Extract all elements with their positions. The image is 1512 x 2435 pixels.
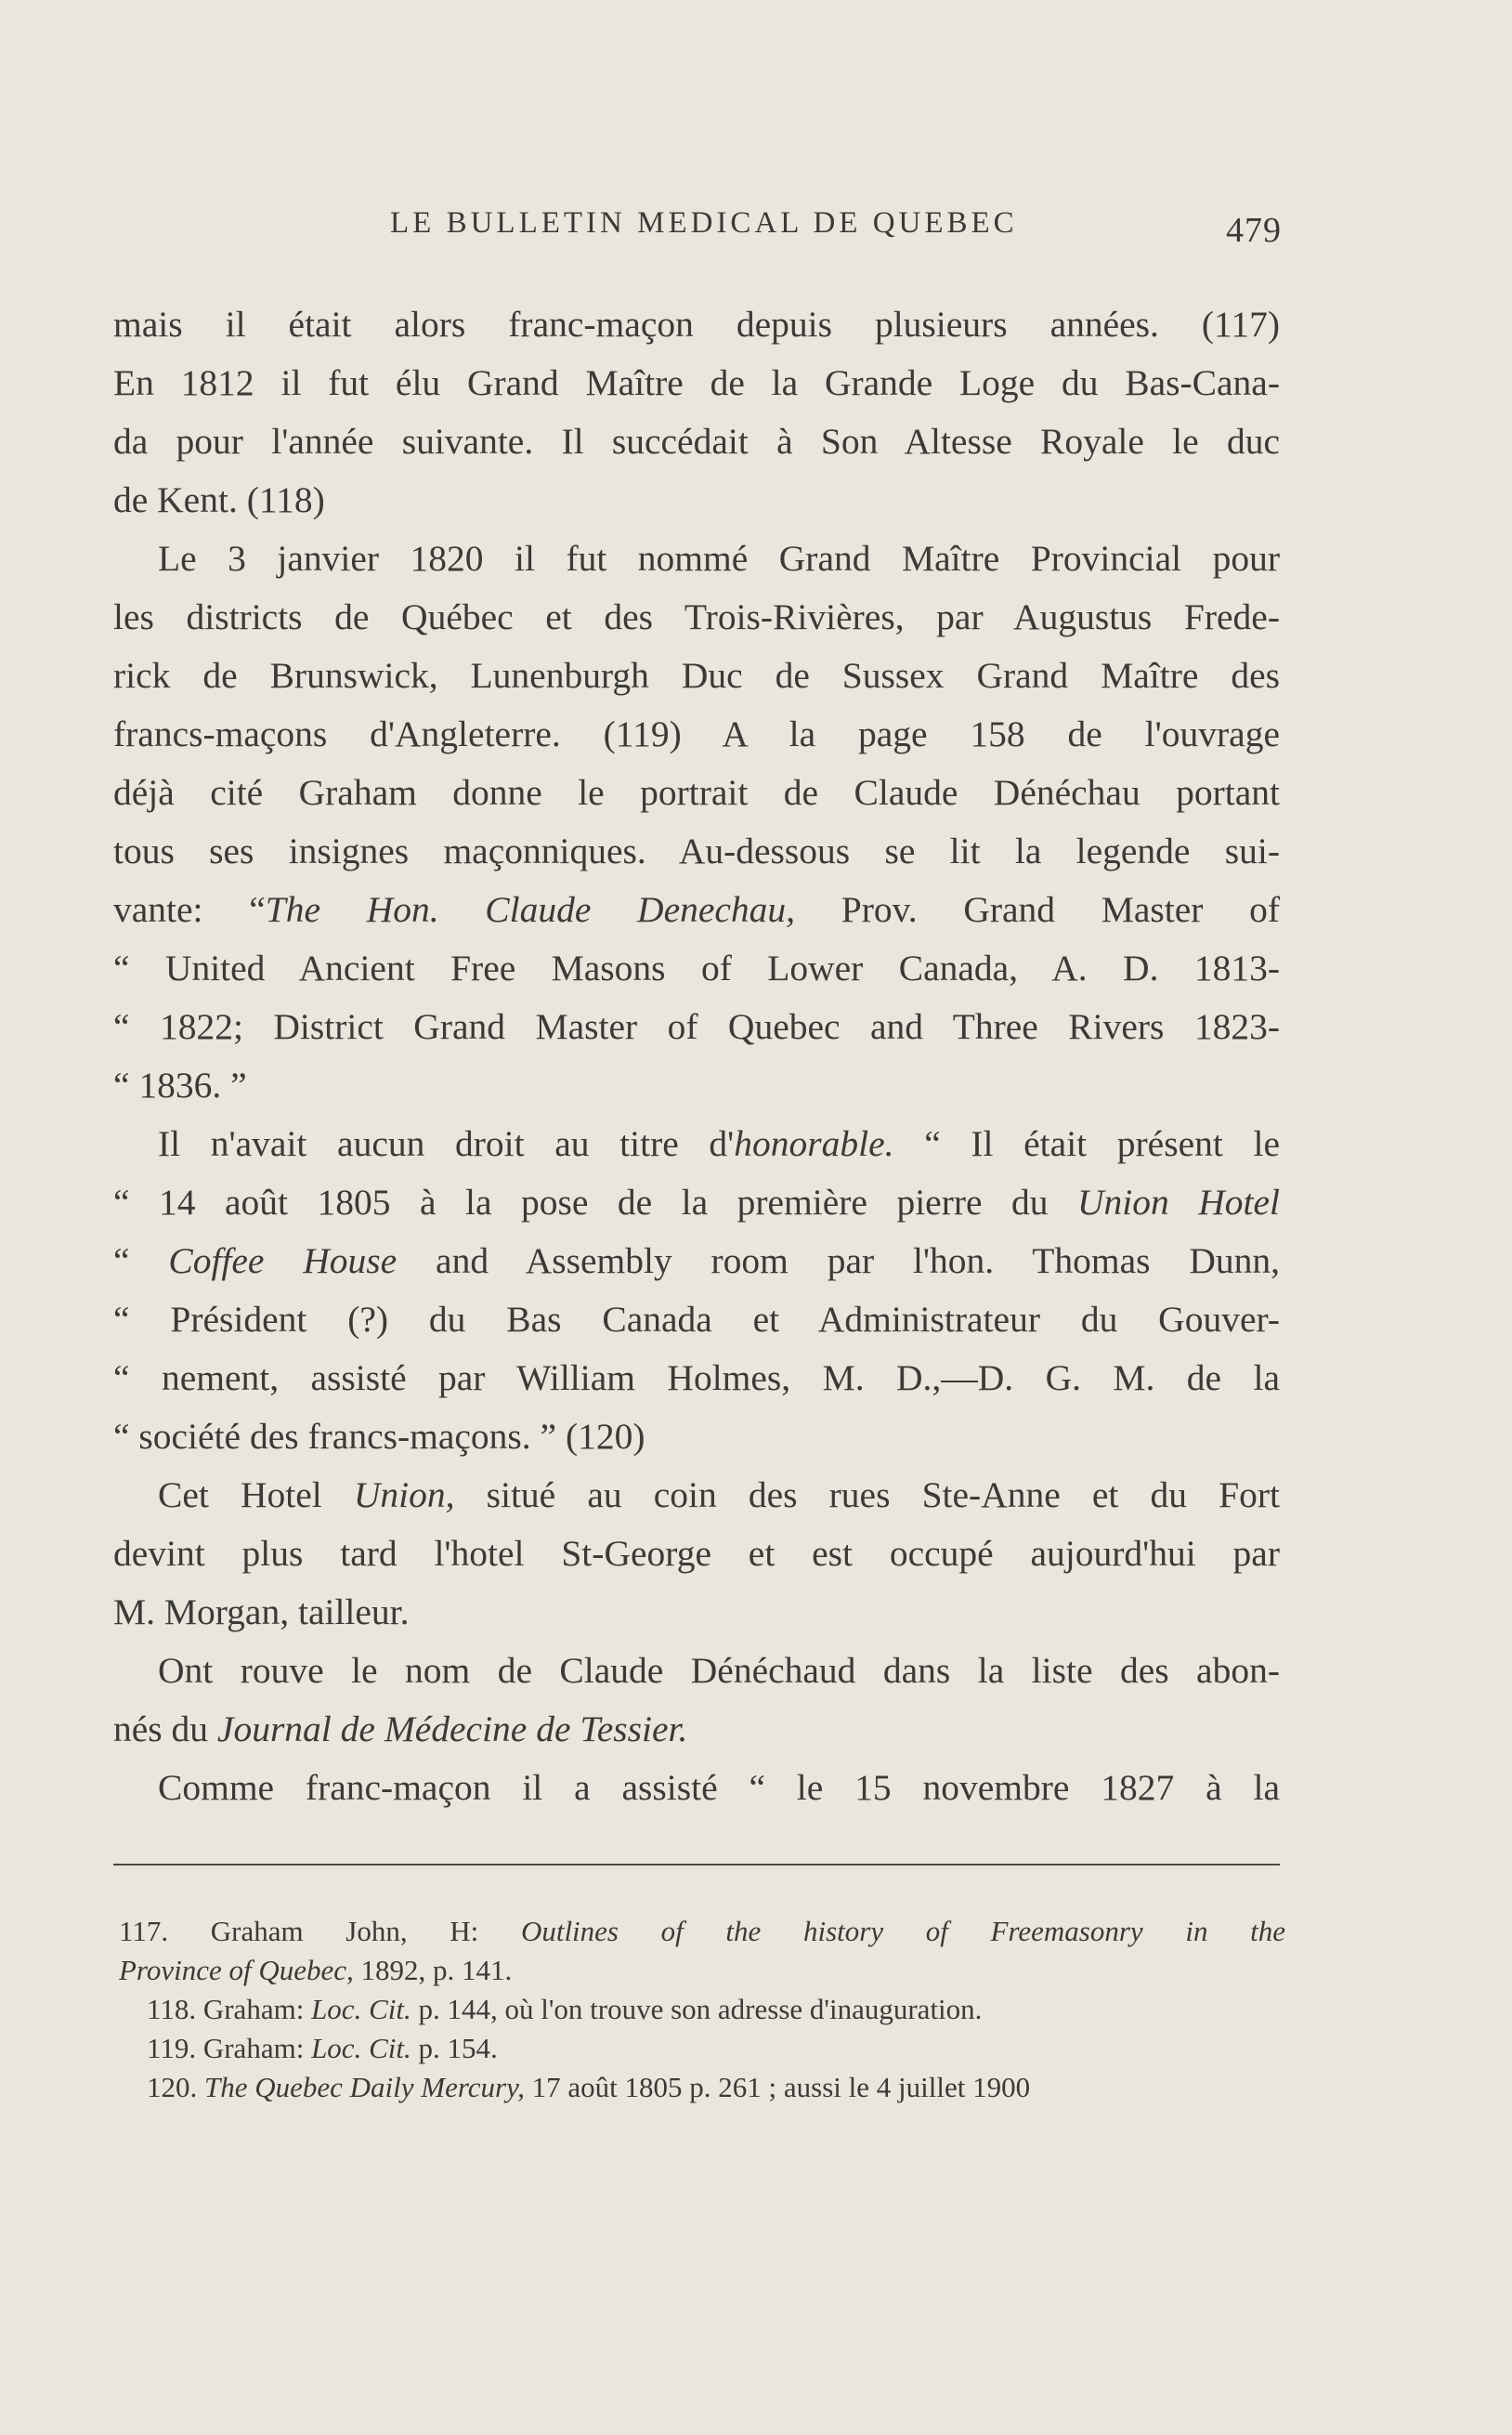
- text-run: and Assembly room par l'hon. Thomas Dunn,: [397, 1240, 1280, 1281]
- italic-word: honorable.: [734, 1123, 894, 1164]
- text-line: “ société des francs-maçons. ” (120): [113, 1416, 645, 1457]
- text-run: vante: “: [113, 889, 266, 930]
- italic-title: Outlines of the history of Freemasonry in the: [520, 1915, 1285, 1947]
- text-line: Ont rouve le nom de Claude Dénéchaud dans la liste des abon-: [158, 1650, 1280, 1691]
- body-text: [113, 295, 1280, 1817]
- text-run: situé au coin des rues Ste-Anne et du Fort: [454, 1474, 1280, 1515]
- footnote-118: [119, 1990, 1285, 2029]
- text-run: 117. Graham John, H:: [119, 1915, 521, 1947]
- footnotes: [119, 1912, 1285, 2107]
- text-run: 120.: [147, 2071, 204, 2103]
- text-line: “ United Ancient Free Masons of Lower Canada, A. D. 1813-: [113, 948, 1280, 988]
- text-run: 119. Graham:: [147, 2032, 312, 2064]
- text-line: [113, 881, 1280, 939]
- text-line: “ nement, assisté par William Holmes, M. D.,—D. G. M. de la: [113, 1357, 1280, 1398]
- footnote-119: [119, 2029, 1285, 2068]
- text-line: devint plus tard l'hotel St-George et est occupé aujourd'hui par: [113, 1533, 1280, 1574]
- text-line: [113, 1173, 1280, 1232]
- text-line: rick de Brunswick, Lunenburgh Duc de Sussex Grand Maître des: [113, 655, 1280, 696]
- text-line: tous ses insignes maçonniques. Au-dessous se lit la legende sui-: [113, 831, 1280, 871]
- text-line: déjà cité Graham donne le portrait de Claude Dénéchau portant: [113, 772, 1280, 813]
- italic-name: Coffee House: [168, 1240, 398, 1281]
- text-line: les districts de Québec et des Trois-Rivières, par Augustus Frede-: [113, 596, 1280, 637]
- text-run: 1892, p. 141.: [353, 1954, 513, 1986]
- text-run: Prov. Grand Master of: [795, 889, 1281, 930]
- running-title: LE BULLETIN MEDICAL DE QUEBEC: [390, 206, 1018, 240]
- text-line: francs-maçons d'Angleterre. (119) A la page 158 de l'ouvrage: [113, 713, 1280, 754]
- text-line: da pour l'année suivante. Il succédait à Son Altesse Royale le duc: [113, 421, 1280, 462]
- italic-abbrev: Loc. Cit.: [311, 2032, 411, 2064]
- text-run: Cet Hotel: [158, 1474, 354, 1515]
- text-line: [113, 1700, 1280, 1759]
- italic-title: Journal de Médecine de Tessier.: [216, 1708, 688, 1749]
- text-run: 118. Graham:: [147, 1993, 312, 2025]
- text-line: “ 1822; District Grand Master of Quebec and Three Rivers 1823-: [113, 1006, 1280, 1047]
- page-header: [111, 206, 1282, 253]
- italic-abbrev: Loc. Cit.: [311, 1993, 411, 2025]
- text-line: [113, 1115, 1280, 1173]
- italic-title: Province of Quebec,: [119, 1954, 354, 1986]
- text-line: de Kent. (118): [113, 479, 325, 520]
- italic-name: Union Hotel: [1077, 1182, 1281, 1223]
- italic-title: The Quebec Daily Mercury,: [204, 2071, 525, 2103]
- text-run: “ Il était présent le: [893, 1123, 1280, 1164]
- page-number: 479: [1226, 211, 1282, 250]
- footnote-separator: [113, 1864, 1280, 1866]
- text-run: “: [113, 1240, 169, 1281]
- text-line: Comme franc-maçon il a assisté “ le 15 novembre 1827 à la: [158, 1767, 1280, 1808]
- text-run: p. 144, où l'on trouve son adresse d'inauguration.: [411, 1993, 983, 2025]
- text-line: “ 1836. ”: [113, 1065, 247, 1106]
- text-run: Il n'avait aucun droit au titre d': [158, 1123, 735, 1164]
- footnote-117: [119, 1912, 1285, 1951]
- footnote-120: [119, 2068, 1285, 2107]
- italic-title: The Hon. Claude Denechau,: [265, 889, 796, 930]
- text-line: [113, 1232, 1280, 1290]
- text-run: “ 14 août 1805 à la pose de la première pierre du: [113, 1182, 1078, 1223]
- italic-name: Union,: [353, 1474, 455, 1515]
- text-line: En 1812 il fut élu Grand Maître de la Grande Loge du Bas-Cana-: [113, 362, 1280, 403]
- text-line: Le 3 janvier 1820 il fut nommé Grand Maître Provincial pour: [158, 538, 1280, 579]
- text-run: p. 154.: [411, 2032, 498, 2064]
- text-line: M. Morgan, tailleur.: [113, 1591, 410, 1632]
- text-run: 17 août 1805 p. 261 ; aussi le 4 juillet 1900: [524, 2071, 1031, 2103]
- footnote-117-continued: [119, 1951, 1285, 1990]
- text-line: [113, 1466, 1280, 1525]
- text-run: nés du: [113, 1708, 217, 1749]
- text-line: mais il était alors franc-maçon depuis plusieurs années. (117): [113, 304, 1280, 345]
- text-line: “ Président (?) du Bas Canada et Administrateur du Gouver-: [113, 1299, 1280, 1340]
